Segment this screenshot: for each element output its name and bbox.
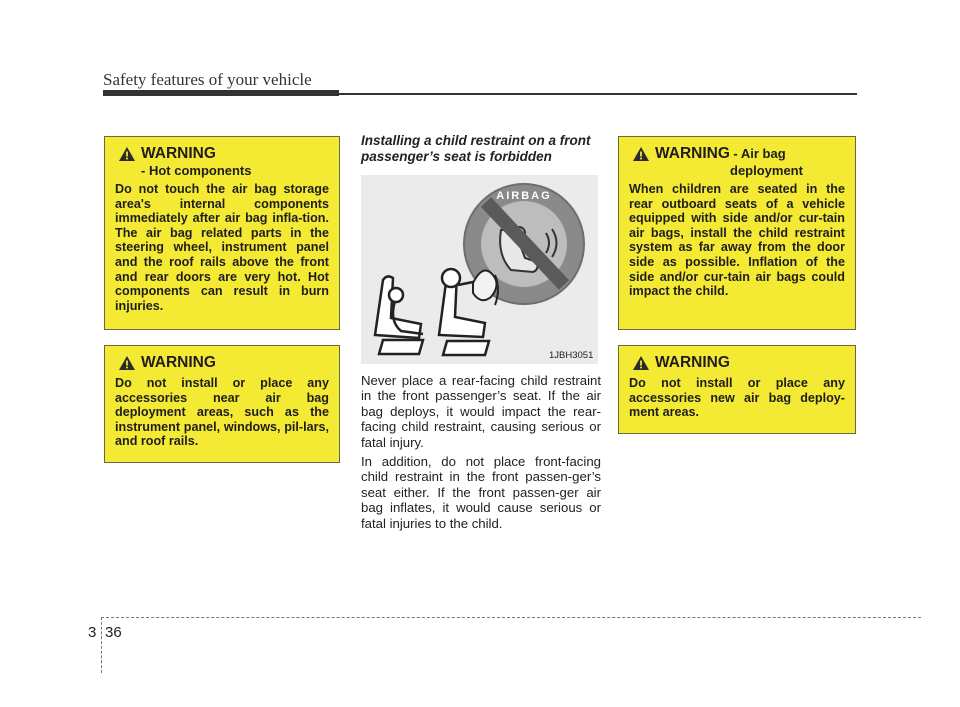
warning-triangle-icon (119, 356, 135, 370)
page-number: 36 (105, 624, 122, 641)
paragraph-rear-facing: Never place a rear-facing child restraint in the front passenger’s seat. If the air bag deploys, it would impact the rear-facing child restraint, causing serious or fatal injury. (361, 373, 601, 450)
warning-subtitle: - Air bag (733, 146, 786, 161)
page-header-title: Safety features of your vehicle (103, 70, 312, 89)
warning-body: Do not touch the air bag storage area's internal components immediately after air bag infla-tion. The air bag related parts in the steering wheel, instrument panel and the roof rails above the front and rear doors are very hot. Hot components can result in burn injuries. (115, 182, 329, 313)
warning-title: WARNING (655, 145, 730, 162)
warning-triangle-icon (633, 356, 649, 370)
warning-box-accessories-new (618, 345, 856, 434)
footer-rule (101, 617, 921, 618)
chapter-number: 3 (88, 624, 97, 641)
warning-box-hot-components (104, 136, 340, 330)
warning-triangle-icon (119, 147, 135, 161)
warning-title: WARNING (141, 354, 216, 371)
warning-box-air-bag-deployment (618, 136, 856, 330)
warning-title: WARNING (655, 354, 730, 371)
warning-subtitle: - Hot components (141, 163, 252, 178)
warning-triangle-icon (633, 147, 649, 161)
warning-body: Do not install or place any accessories near air bag deployment areas, such as the instrument panel, windows, pil-lars, and roof rails. (115, 376, 329, 449)
airbag-badge-text: AIRBAG (496, 190, 552, 202)
child-restraint-illustration (361, 175, 598, 364)
warning-subtitle-cont: deployment (730, 163, 803, 178)
footer-rule-vertical (101, 617, 102, 673)
header-rule-thin (339, 93, 857, 95)
airbag-seat-illustration (361, 175, 598, 364)
image-code: 1JBH3051 (549, 350, 594, 361)
warning-body: Do not install or place any accessories new air bag deploy-ment areas. (629, 376, 845, 420)
warning-box-accessories (104, 345, 340, 463)
warning-title: WARNING (141, 145, 216, 162)
paragraph-front-facing: In addition, do not place front-facing child restraint in the front passen-ger’s seat either. If the front passen-ger air bag inflates, it would cause serious or fatal injuries to the child. (361, 454, 601, 531)
section-heading: Installing a child restraint on a front passenger’s seat is forbidden (361, 133, 591, 164)
warning-body: When children are seated in the rear outboard seats of a vehicle equipped with side and/or cur-tain air bags, install the child restraint system as far away from the door side as possible. Inflation of the side and/or cur-tain air bags could impact the child. (629, 182, 845, 299)
header-rule (103, 90, 339, 96)
